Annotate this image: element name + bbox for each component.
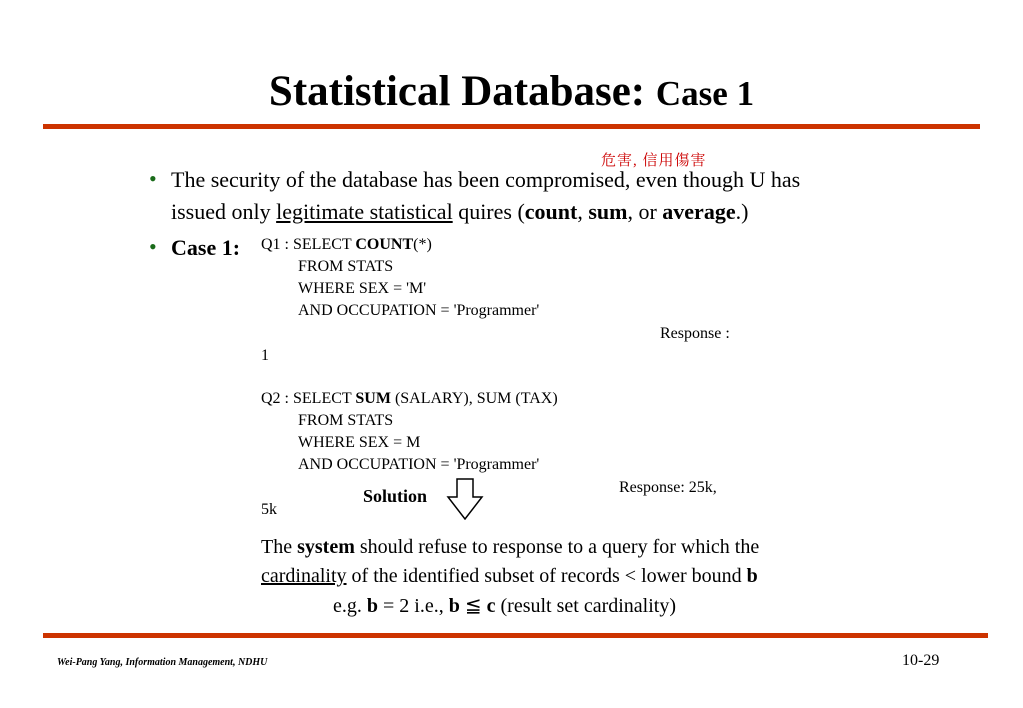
q1-select-line (261, 234, 432, 256)
title-main: Statistical Database: (268, 68, 646, 115)
solution-line2 (261, 562, 758, 591)
title-rule (43, 124, 980, 129)
q2-where-line: WHERE SEX = M (298, 434, 421, 451)
q2-response-value: 5k (261, 501, 277, 518)
q2-columns-text: (SALARY), SUM (TAX) (390, 390, 558, 407)
b-var-2: b (448, 595, 460, 617)
q2-sum-keyword: SUM (355, 390, 391, 407)
ie-text: = 2 i.e., (378, 595, 449, 617)
title-sub: Case 1 (655, 74, 755, 113)
close-paren-text: .) (735, 199, 749, 224)
legitimate-statistical-text: legitimate statistical (276, 199, 453, 224)
case1-label: Case 1: (171, 235, 241, 260)
or-text: , or (627, 199, 663, 224)
q1-count-keyword: COUNT (355, 236, 414, 253)
q1-from-line: FROM STATS (298, 258, 394, 275)
bullet1-line1 (171, 164, 800, 196)
bullet-dot-1: • (149, 166, 157, 191)
q2-from-line: FROM STATS (298, 412, 394, 429)
q2-select-text: Q2 : SELECT (261, 390, 356, 407)
average-keyword: average (662, 199, 736, 224)
down-arrow-icon (446, 478, 484, 520)
q1-response-value: 1 (261, 347, 269, 364)
solution-line1 (261, 533, 759, 562)
q1-where-line: WHERE SEX = 'M' (298, 280, 427, 297)
bullet-dot-2: • (149, 234, 157, 259)
q2-and-line: AND OCCUPATION = 'Programmer' (298, 456, 540, 473)
q1-response-label: Response : (660, 325, 730, 342)
solution-line3 (333, 592, 676, 621)
cardinality-text: cardinality (261, 565, 347, 587)
c-var: c (486, 595, 496, 617)
system-keyword: system (297, 536, 355, 558)
quires-text: quires ( (452, 199, 525, 224)
q2-select-line (261, 388, 558, 410)
q2-response-label: Response: 25k, (619, 479, 717, 496)
eg-text: e.g. (333, 595, 367, 617)
solution-text-2: of the identified subset of records < lower bound (346, 565, 747, 587)
q1-and-line: AND OCCUPATION = 'Programmer' (298, 302, 540, 319)
bullet1-text-2: issued only (171, 199, 277, 224)
handwritten-annotation: 危害, 信用傷害 (601, 153, 707, 169)
footer-author: Wei-Pang Yang, Information Management, NDHU (57, 657, 268, 668)
bullet1-text-1: The security of the database has been compromised, even though U has (171, 167, 801, 192)
sum-keyword: sum (588, 199, 628, 224)
solution-the: The (261, 536, 298, 558)
solution-text-1: should refuse to response to a query for which the (354, 536, 760, 558)
page-number: 10-29 (902, 652, 940, 669)
b-var-1: b (366, 595, 379, 617)
le-symbol: ≦ (459, 595, 487, 617)
footer-rule (43, 633, 988, 638)
lower-bound-b: b (746, 565, 758, 587)
bullet1-line2 (171, 196, 748, 228)
comma-text: , (577, 199, 589, 224)
result-set-text: (result set cardinality) (495, 595, 677, 617)
q1-select-text: Q1 : SELECT (261, 236, 356, 253)
count-keyword: count (524, 199, 578, 224)
slide-title (0, 66, 1023, 120)
solution-label: Solution (363, 486, 428, 506)
q1-star-text: (*) (413, 236, 432, 253)
